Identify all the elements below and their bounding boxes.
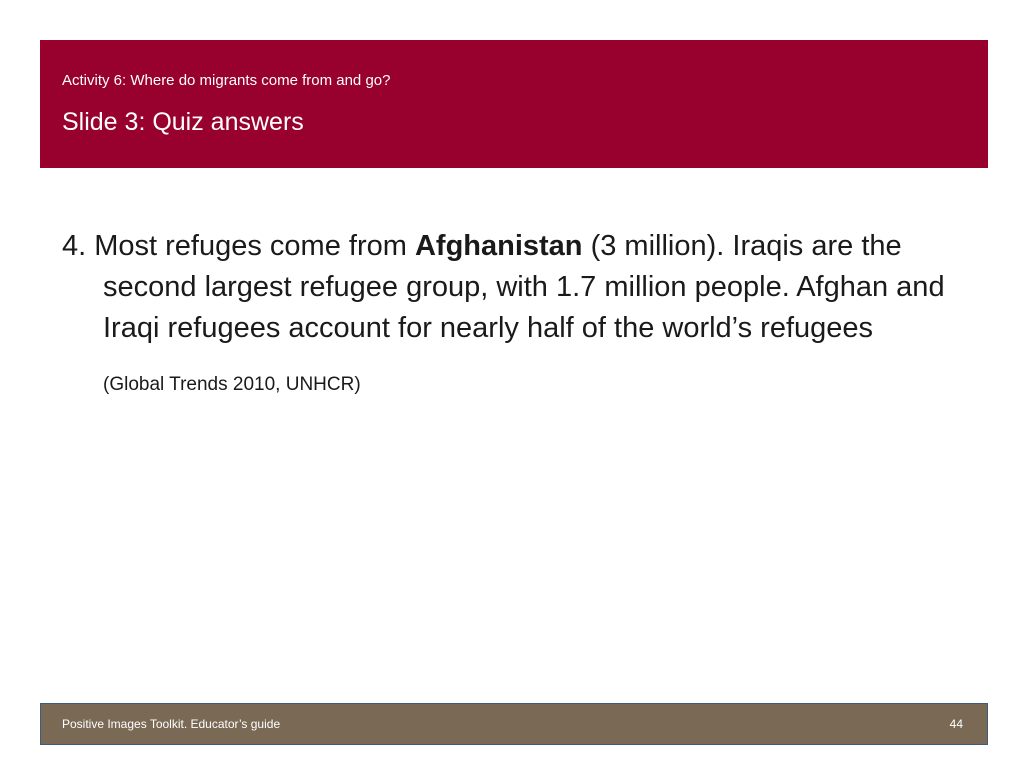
answer-prefix: 4. Most refuges come from <box>62 230 415 262</box>
source-citation: (Global Trends 2010, UNHCR) <box>103 374 361 395</box>
footer-guide-title: Positive Images Toolkit. Educator’s guide <box>62 717 281 731</box>
slide-footer <box>40 703 988 745</box>
answer-paragraph <box>62 226 982 349</box>
slide-body <box>62 226 982 397</box>
answer-rest: (3 million). Iraqis are the second largest refugee group, with 1.7 million people. Afghan and Iraqi refugees account for nearly half of the world’s refugees <box>103 230 945 344</box>
activity-subtitle: Activity 6: Where do migrants come from and go? <box>62 72 391 89</box>
slide-title: Slide 3: Quiz answers <box>62 108 304 136</box>
slide-header <box>40 40 988 168</box>
answer-country: Afghanistan <box>414 230 583 262</box>
page-number: 44 <box>949 717 963 731</box>
